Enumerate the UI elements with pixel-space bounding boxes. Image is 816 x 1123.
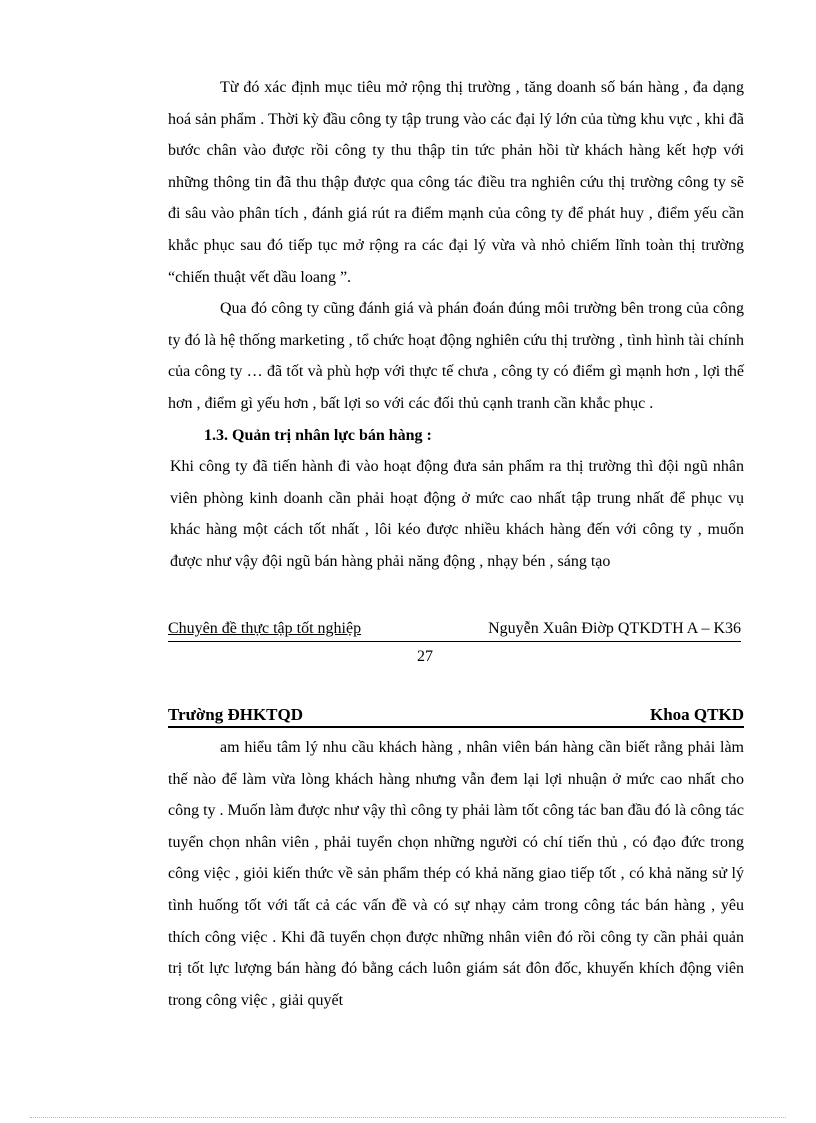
page-edge-divider — [30, 1117, 786, 1118]
page-footer — [168, 619, 741, 642]
paragraph-sales-staff: Khi công ty đã tiến hành đi vào hoạt động đưa sản phẩm ra thị trường thì đội ngũ nhân viên phòng kinh doanh cần phải hoạt động ở mức cao nhất tập trung nhất để phục vụ khác hàng một cách tốt nhất , lôi kéo được nhiều khách hàng đến với công ty , muốn được như vậy đội ngũ bán hàng phải năng động , nhạy bén , sáng tạo — [170, 458, 744, 570]
footer-title: Chuyên đề thực tập tốt nghiệp — [168, 620, 362, 637]
paragraph-internal-environment: Qua đó công ty cũng đánh giá và phán đoán đúng môi trường bên trong của công ty đó là hệ thống marketing , tổ chức hoạt động nghiên cứu thị trường , tình hình tài chính của công ty … đã tốt và phù hợp với thực tế chưa , công ty có điểm gì mạnh hơn , lợi thế hơn , điểm gì yếu hơn , bất lợi so với các đối thủ cạnh tranh cần khắc phục . — [168, 300, 744, 412]
page-number: 27 — [417, 648, 433, 665]
paragraph-market-expansion: Từ đó xác định mục tiêu mở rộng thị trường , tăng doanh số bán hàng , đa dạng hoá sản phẩm . Thời kỳ đầu công ty tập trung vào các đại lý lớn của từng khu vực , khi đã bước chân vào được rồi công ty thu thập tin tức phản hồi từ khách hàng kết hợp với những thông tin đã thu thập được qua công tác điều tra nghiên cứu thị trường công ty sẽ đi sâu vào phân tích , đánh giá rút ra điểm mạnh của công ty để phát huy , điểm yếu cần khắc phục sau đó tiếp tục mở rộng ra các đại lý vừa và nhỏ chiếm lĩnh toàn thị trường “chiến thuật vết dầu loang ”. — [168, 79, 744, 286]
header-faculty: Khoa QTKD — [650, 705, 744, 724]
section-heading: 1.3. Quản trị nhân lực bán hàng : — [204, 426, 432, 444]
paragraph-staff-recruitment: am hiểu tâm lý nhu cầu khách hàng , nhân viên bán hàng cần biết rằng phải làm thế nào để làm vừa lòng khách hàng nhưng vẫn đem lại lợi nhuận ở mức cao nhất cho công ty . Muốn làm được như vậy thì công ty phải làm tốt công tác ban đầu đó là công tác tuyển chọn nhân viên , phải tuyển chọn những người có chí tiến thủ , có đạo đức trong công việc , giỏi kiến thức về sản phẩm thép có khả năng giao tiếp tốt , có khả năng sử lý tình huống tốt với tất cả các vấn đề và có sự nhạy cảm trong công tác bán hàng , yêu thích công việc . Khi đã tuyển chọn được những nhân viên đó rồi công ty cần phải quản trị tốt lực lượng bán hàng đó bằng cách luôn giám sát đôn đốc, khuyến khích động viên trong công việc , giải quyết — [168, 739, 744, 1009]
page-header — [168, 704, 744, 728]
footer-author: Nguyễn Xuân Điờp QTKDTH A – K36 — [488, 620, 741, 637]
page-bottom-body — [168, 732, 744, 1016]
page-top-body — [168, 72, 744, 578]
header-school: Trường ĐHKTQD — [168, 705, 304, 724]
